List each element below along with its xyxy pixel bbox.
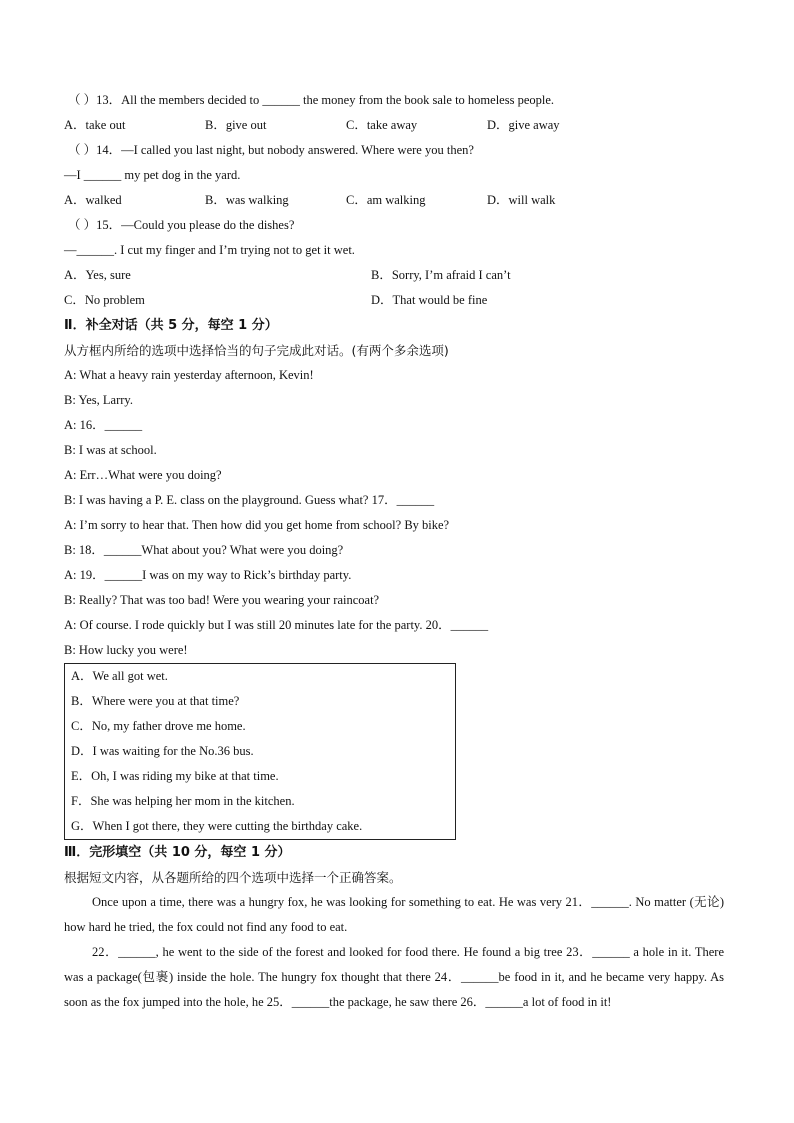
dialogue-line: A: 19．______I was on my way to Rick’s birthday party. bbox=[64, 568, 352, 582]
dialogue-line: B: I was having a P. E. class on the playground. Guess what? 17．______ bbox=[64, 493, 435, 507]
exam-page bbox=[64, 88, 724, 1015]
dialogue-line: B: Really? That was too bad! Were you wearing your raincoat? bbox=[64, 593, 380, 607]
option-c[interactable]: C．take away bbox=[346, 118, 418, 132]
choice-f: F．She was helping her mom in the kitchen. bbox=[71, 794, 295, 808]
question-15-options-row1 bbox=[64, 263, 724, 288]
question-14-stem: （ ）14．—I called you last night, but nobody answered. Where were you then? bbox=[68, 143, 474, 157]
option-b[interactable]: B．was walking bbox=[205, 193, 289, 207]
question-14-response: —I ______ my pet dog in the yard. bbox=[64, 168, 241, 182]
option-d[interactable]: D．That would be fine bbox=[371, 293, 488, 307]
choice-c: C．No, my father drove me home. bbox=[71, 719, 246, 733]
cloze-paragraph-2: 22．______, he went to the side of the forest and looked for food there. He found a big tree 23．______ a hole in it. There was a package(包裹) inside the hole. The hungry fox thought that there 24．______be food in it, and he became very happy. As soon as the fox jumped into the hole, he 25．______the package, he saw there 26．______a lot of food in it! bbox=[64, 945, 724, 1009]
choice-b: B．Where were you at that time? bbox=[71, 694, 240, 708]
choice-d: D．I was waiting for the No.36 bus. bbox=[71, 744, 254, 758]
choices-box bbox=[64, 663, 456, 840]
option-d[interactable]: D．will walk bbox=[487, 193, 556, 207]
section-3-title: Ⅲ．完形填空（共 10 分，每空 1 分） bbox=[64, 845, 291, 860]
section-3-instruction: 根据短文内容，从各题所给的四个选项中选择一个正确答案。 bbox=[64, 870, 402, 885]
question-15-response: —______. I cut my finger and I’m trying not to get it wet. bbox=[64, 243, 355, 257]
dialogue-line: A: I’m sorry to hear that. Then how did you get home from school? By bike? bbox=[64, 518, 450, 532]
option-a[interactable]: A．walked bbox=[64, 193, 122, 207]
question-13-stem: （ ）13．All the members decided to ______ the money from the book sale to homeless people. bbox=[68, 93, 555, 107]
section-2-title: Ⅱ．补全对话（共 5 分，每空 1 分） bbox=[64, 318, 278, 333]
cloze-paragraph-1: Once upon a time, there was a hungry fox, he was looking for something to eat. He was very 21．______. No matter (无论) how hard he tried, the fox could not find any food to eat. bbox=[64, 895, 724, 934]
choice-a: A．We all got wet. bbox=[71, 669, 168, 683]
question-13-options bbox=[64, 113, 724, 138]
choice-e: E．Oh, I was riding my bike at that time. bbox=[71, 769, 279, 783]
option-a[interactable]: A．Yes, sure bbox=[64, 268, 131, 282]
dialogue-line: A: Err…What were you doing? bbox=[64, 468, 222, 482]
section-2-instruction: 从方框内所给的选项中选择恰当的句子完成此对话。(有两个多余选项) bbox=[64, 343, 449, 358]
option-c[interactable]: C．am walking bbox=[346, 193, 426, 207]
dialogue-line: B: Yes, Larry. bbox=[64, 393, 133, 407]
question-14-options bbox=[64, 188, 724, 213]
option-c[interactable]: C．No problem bbox=[64, 293, 145, 307]
dialogue-line: B: How lucky you were! bbox=[64, 643, 188, 657]
dialogue-line: A: What a heavy rain yesterday afternoon, Kevin! bbox=[64, 368, 314, 382]
option-b[interactable]: B．Sorry, I’m afraid I can’t bbox=[371, 268, 511, 282]
option-d[interactable]: D．give away bbox=[487, 118, 560, 132]
question-15-stem: （ ）15．—Could you please do the dishes? bbox=[68, 218, 295, 232]
choice-g: G．When I got there, they were cutting the birthday cake. bbox=[71, 819, 363, 833]
dialogue-line: A: 16．______ bbox=[64, 418, 143, 432]
dialogue-line: B: I was at school. bbox=[64, 443, 157, 457]
dialogue bbox=[64, 363, 724, 663]
option-b[interactable]: B．give out bbox=[205, 118, 267, 132]
question-15-options-row2 bbox=[64, 288, 724, 313]
dialogue-line: A: Of course. I rode quickly but I was still 20 minutes late for the party. 20．______ bbox=[64, 618, 489, 632]
dialogue-line: B: 18．______What about you? What were you doing? bbox=[64, 543, 344, 557]
option-a[interactable]: A．take out bbox=[64, 118, 126, 132]
